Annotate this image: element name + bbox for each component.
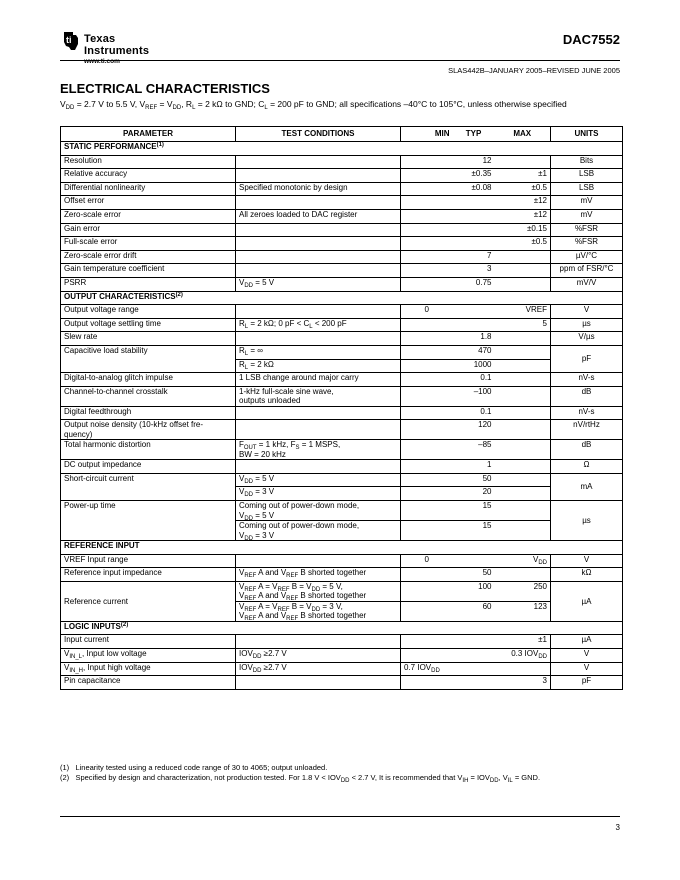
test-condition xyxy=(236,635,401,649)
parameter: Digital-to-analog glitch impulse xyxy=(61,373,236,387)
parameter: Reference input impedance xyxy=(61,568,236,582)
table-row xyxy=(61,332,623,346)
typ-value: 0.75 xyxy=(453,277,495,291)
table-row xyxy=(61,277,623,291)
typ-value: 60 xyxy=(453,601,495,621)
test-condition xyxy=(236,420,401,440)
table-row xyxy=(61,501,623,521)
typ-value xyxy=(453,196,495,210)
min-value xyxy=(401,318,453,332)
test-condition: Coming out of power-down mode, $V_{DD} = 3$ V xyxy=(236,521,401,541)
unit: V xyxy=(551,554,623,568)
typ-value: 15 xyxy=(453,501,495,521)
max-value: ±0.5 xyxy=(495,237,551,251)
table-row xyxy=(61,621,623,635)
max-value xyxy=(495,373,551,387)
test-condition: $V_{REF}$ $A = V_{REF}$ $B = V_{DD} = 3$ V, $V_{REF}$ A and $V_{REF}$ B shorted together xyxy=(236,601,401,621)
min-value xyxy=(401,264,453,278)
min-value xyxy=(401,487,453,501)
max-value xyxy=(495,345,551,359)
col-parameter: PARAMETER xyxy=(61,127,236,142)
test-condition xyxy=(236,155,401,169)
min-value xyxy=(401,277,453,291)
unit: mV/V xyxy=(551,277,623,291)
table-row xyxy=(61,420,623,440)
table-row xyxy=(61,182,623,196)
unit: LSB xyxy=(551,169,623,183)
parameter: PSRR xyxy=(61,277,236,291)
typ-value: 15 xyxy=(453,521,495,541)
table-row xyxy=(61,250,623,264)
table-row xyxy=(61,169,623,183)
unit: mV xyxy=(551,196,623,210)
typ-value: 50 xyxy=(453,473,495,487)
logic-heading: LOGIC INPUTS$^{(2)}$ xyxy=(61,621,623,635)
parameter: Capacitive load stability xyxy=(61,345,236,372)
min-value xyxy=(401,649,453,663)
min-value xyxy=(401,196,453,210)
min-value xyxy=(401,359,453,373)
max-value: 3 xyxy=(495,676,551,690)
section-row xyxy=(61,142,623,156)
test-condition: $V_{REF}$ $A = V_{REF}$ $B = V_{DD} = 5$ V, $V_{REF}$ A and $V_{REF}$ B shorted together xyxy=(236,581,401,601)
parameter: Input current xyxy=(61,635,236,649)
typ-value: 1000 xyxy=(453,359,495,373)
max-value xyxy=(495,568,551,582)
section-title: ELECTRICAL CHARACTERISTICS xyxy=(60,81,270,96)
table-row xyxy=(61,440,623,460)
parameter: Power-up time xyxy=(61,501,236,541)
max-value: VREF xyxy=(495,305,551,319)
max-value xyxy=(495,277,551,291)
max-value: 250 xyxy=(495,581,551,601)
min-value xyxy=(401,223,453,237)
unit: %FSR xyxy=(551,237,623,251)
max-value: ±0.5 xyxy=(495,182,551,196)
footnote-2 xyxy=(60,773,620,783)
test-condition xyxy=(236,460,401,474)
min-value: 0.7 $IOV_{DD}$ xyxy=(401,662,453,676)
col-max: MAX xyxy=(495,127,551,142)
typ-value xyxy=(453,676,495,690)
min-value xyxy=(401,440,453,460)
min-value xyxy=(401,420,453,440)
typ-value: 470 xyxy=(453,345,495,359)
parameter: Differential nonlinearity xyxy=(61,182,236,196)
max-value: ±1 xyxy=(495,635,551,649)
unit: V xyxy=(551,305,623,319)
parameter: $V_{IN\_L}$, Input low voltage xyxy=(61,649,236,663)
min-value: 0 xyxy=(401,554,453,568)
test-condition: $F_{OUT} = 1$ kHz, $F_S = 1$ MSPS, BW = 20 kHz xyxy=(236,440,401,460)
unit: V/µs xyxy=(551,332,623,346)
typ-value: ±0.35 xyxy=(453,169,495,183)
max-value xyxy=(495,264,551,278)
min-value xyxy=(401,155,453,169)
min-value xyxy=(401,473,453,487)
unit: nV-s xyxy=(551,406,623,420)
logo-line2: Instruments xyxy=(84,45,150,57)
max-value xyxy=(495,521,551,541)
max-value: 0.3 $IOV_{DD}$ xyxy=(495,649,551,663)
table-row xyxy=(61,541,623,555)
reference-heading: REFERENCE INPUT xyxy=(61,541,623,555)
test-condition xyxy=(236,223,401,237)
typ-value: 20 xyxy=(453,487,495,501)
typ-value xyxy=(453,662,495,676)
test-condition: Specified monotonic by design xyxy=(236,182,401,196)
table-row xyxy=(61,318,623,332)
test-condition xyxy=(236,250,401,264)
min-value xyxy=(401,501,453,521)
table-row xyxy=(61,237,623,251)
table-row xyxy=(61,473,623,487)
parameter: Zero-scale error drift xyxy=(61,250,236,264)
min-value xyxy=(401,250,453,264)
max-value xyxy=(495,359,551,373)
test-condition xyxy=(236,237,401,251)
parameter: Gain temperature coefficient xyxy=(61,264,236,278)
parameter: VREF Input range xyxy=(61,554,236,568)
table-row xyxy=(61,305,623,319)
table-row xyxy=(61,155,623,169)
unit: V xyxy=(551,649,623,663)
footnote-1 xyxy=(60,763,620,773)
unit: ppm of FSR/°C xyxy=(551,264,623,278)
table-row xyxy=(61,196,623,210)
table-row xyxy=(61,635,623,649)
unit: mA xyxy=(551,473,623,500)
unit: kΩ xyxy=(551,568,623,582)
typ-value xyxy=(453,223,495,237)
parameter: Output voltage range xyxy=(61,305,236,319)
typ-value: 3 xyxy=(453,264,495,278)
unit: dB xyxy=(551,386,623,406)
test-condition: $V_{DD} = 5$ V xyxy=(236,473,401,487)
parameter: Relative accuracy xyxy=(61,169,236,183)
logo-url[interactable]: www.ti.com xyxy=(84,58,120,65)
typ-value xyxy=(453,237,495,251)
min-value xyxy=(401,373,453,387)
test-condition: $R_L = 2$ kΩ; 0 pF < $C_L < 200$ pF xyxy=(236,318,401,332)
output-heading: OUTPUT CHARACTERISTICS$^{(2)}$ xyxy=(61,291,623,305)
min-value xyxy=(401,345,453,359)
test-condition xyxy=(236,264,401,278)
min-value xyxy=(401,581,453,601)
unit: %FSR xyxy=(551,223,623,237)
typ-value: 1 xyxy=(453,460,495,474)
min-value xyxy=(401,521,453,541)
header-rule xyxy=(60,60,620,61)
footnote-1-mark: (1) xyxy=(60,763,70,772)
min-value xyxy=(401,332,453,346)
typ-value xyxy=(453,635,495,649)
test-condition: 1-kHz full-scale sine wave, outputs unloaded xyxy=(236,386,401,406)
table-row xyxy=(61,676,623,690)
max-value xyxy=(495,155,551,169)
table-row xyxy=(61,386,623,406)
table-row xyxy=(61,649,623,663)
typ-value: –85 xyxy=(453,440,495,460)
typ-value: 120 xyxy=(453,420,495,440)
test-condition: 1 LSB change around major carry xyxy=(236,373,401,387)
max-value xyxy=(495,460,551,474)
min-value xyxy=(401,601,453,621)
typ-value: ±0.08 xyxy=(453,182,495,196)
parameter: $V_{IN\_H}$, Input high voltage xyxy=(61,662,236,676)
max-value: 123 xyxy=(495,601,551,621)
unit: mV xyxy=(551,209,623,223)
parameter: Resolution xyxy=(61,155,236,169)
col-min: MIN xyxy=(401,127,453,142)
table-row xyxy=(61,209,623,223)
electrical-characteristics-table xyxy=(60,126,623,690)
table-row xyxy=(61,581,623,601)
typ-value: 100 xyxy=(453,581,495,601)
parameter: Full-scale error xyxy=(61,237,236,251)
test-condition xyxy=(236,332,401,346)
typ-value xyxy=(453,649,495,663)
typ-value xyxy=(453,305,495,319)
col-units: UNITS xyxy=(551,127,623,142)
min-value xyxy=(401,635,453,649)
max-value xyxy=(495,386,551,406)
unit: nV-s xyxy=(551,373,623,387)
unit: pF xyxy=(551,676,623,690)
unit: V xyxy=(551,662,623,676)
unit: µV/°C xyxy=(551,250,623,264)
col-test-conditions: TEST CONDITIONS xyxy=(236,127,401,142)
unit: µs xyxy=(551,501,623,541)
static-heading: STATIC PERFORMANCE xyxy=(64,142,157,151)
typ-value xyxy=(453,318,495,332)
min-value xyxy=(401,568,453,582)
test-condition: All zeroes loaded to DAC register xyxy=(236,209,401,223)
page-number: 3 xyxy=(615,823,620,832)
max-value xyxy=(495,406,551,420)
min-value xyxy=(401,386,453,406)
parameter: Zero-scale error xyxy=(61,209,236,223)
footnotes xyxy=(60,763,620,783)
table-row xyxy=(61,554,623,568)
max-value: $V_{DD}$ xyxy=(495,554,551,568)
typ-value: 1.8 xyxy=(453,332,495,346)
unit: nV/rtHz xyxy=(551,420,623,440)
test-condition: $R_L = 2$ kΩ xyxy=(236,359,401,373)
table-row xyxy=(61,568,623,582)
min-value xyxy=(401,460,453,474)
parameter: Reference current xyxy=(61,581,236,621)
typ-value xyxy=(453,209,495,223)
min-value: 0 xyxy=(401,305,453,319)
footnote-2-text: Specified by design and characterization, not production tested. For 1.8 $V < IOV_{DD} < 2.7$ V, It is recommended that $V_{IH} = IOV_{DD}$, $V_{IL}$ = GND. xyxy=(75,773,541,784)
max-value: ±1 xyxy=(495,169,551,183)
min-value xyxy=(401,169,453,183)
unit: µA xyxy=(551,635,623,649)
test-condition xyxy=(236,169,401,183)
max-value: ±12 xyxy=(495,209,551,223)
test-condition xyxy=(236,554,401,568)
parameter: Slew rate xyxy=(61,332,236,346)
parameter: Gain error xyxy=(61,223,236,237)
table-row xyxy=(61,264,623,278)
test-condition: $R_L$ = ∞ xyxy=(236,345,401,359)
typ-value: 12 xyxy=(453,155,495,169)
test-condition: $IOV_{DD} \ge 2.7$ V xyxy=(236,662,401,676)
unit: pF xyxy=(551,345,623,372)
parameter: Output voltage settling time xyxy=(61,318,236,332)
unit: µA xyxy=(551,581,623,621)
max-value xyxy=(495,662,551,676)
table-row xyxy=(61,406,623,420)
table-row xyxy=(61,662,623,676)
table-row xyxy=(61,460,623,474)
table-row xyxy=(61,291,623,305)
max-value: ±0.15 xyxy=(495,223,551,237)
table-row xyxy=(61,373,623,387)
svg-text:ti: ti xyxy=(66,35,72,45)
unit: µs xyxy=(551,318,623,332)
typ-value: 0.1 xyxy=(453,406,495,420)
ti-logo xyxy=(60,30,180,70)
parameter: Pin capacitance xyxy=(61,676,236,690)
doc-id: SLAS442B–JANUARY 2005–REVISED JUNE 2005 xyxy=(448,66,620,75)
parameter: Channel-to-channel crosstalk xyxy=(61,386,236,406)
test-condition: $V_{DD} = 5$ V xyxy=(236,277,401,291)
min-value xyxy=(401,209,453,223)
header-row xyxy=(61,127,623,142)
parameter: Digital feedthrough xyxy=(61,406,236,420)
test-condition xyxy=(236,676,401,690)
table-row xyxy=(61,345,623,359)
test-condition: $IOV_{DD} \ge 2.7$ V xyxy=(236,649,401,663)
ti-logo-icon xyxy=(60,30,82,52)
max-value: ±12 xyxy=(495,196,551,210)
min-value xyxy=(401,237,453,251)
logo-line1: Texas xyxy=(84,33,116,45)
part-number: DAC7552 xyxy=(562,32,620,47)
parameter: Output noise density (10-kHz offset fre- quency) xyxy=(61,420,236,440)
test-condition: Coming out of power-down mode, $V_{DD} = 5$ V xyxy=(236,501,401,521)
test-condition xyxy=(236,305,401,319)
parameter: Offset error xyxy=(61,196,236,210)
typ-value: –100 xyxy=(453,386,495,406)
max-value xyxy=(495,420,551,440)
max-value xyxy=(495,250,551,264)
max-value: 5 xyxy=(495,318,551,332)
max-value xyxy=(495,332,551,346)
test-condition xyxy=(236,406,401,420)
static-note: (1) xyxy=(156,142,164,148)
typ-value: 50 xyxy=(453,568,495,582)
parameter: Short-circuit current xyxy=(61,473,236,500)
min-value xyxy=(401,182,453,196)
unit: Bits xyxy=(551,155,623,169)
parameter: Total harmonic distortion xyxy=(61,440,236,460)
max-value xyxy=(495,487,551,501)
unit: Ω xyxy=(551,460,623,474)
max-value xyxy=(495,440,551,460)
min-value xyxy=(401,676,453,690)
typ-value: 7 xyxy=(453,250,495,264)
unit: dB xyxy=(551,440,623,460)
footer-rule xyxy=(60,816,620,817)
typ-value: 0.1 xyxy=(453,373,495,387)
max-value xyxy=(495,473,551,487)
unit: LSB xyxy=(551,182,623,196)
typ-value xyxy=(453,554,495,568)
table-row xyxy=(61,223,623,237)
test-condition xyxy=(236,196,401,210)
footnote-2-mark: (2) xyxy=(60,773,70,782)
min-value xyxy=(401,406,453,420)
test-condition: $V_{DD} = 3$ V xyxy=(236,487,401,501)
footnote-1-text: Linearity tested using a reduced code range of 30 to 4065; output unloaded. xyxy=(75,763,328,772)
col-typ: TYP xyxy=(453,127,495,142)
conditions: $V_{DD} = 2.7$ V to 5.5 V, $V_{REF} = V_{DD}$, $R_L = 2$ kΩ to GND; $C_L = 200$ pF to GND; all specifications –40°C to 105°C, unless otherwise specified xyxy=(60,99,567,111)
test-condition: $V_{REF}$ A and $V_{REF}$ B shorted together xyxy=(236,568,401,582)
max-value xyxy=(495,501,551,521)
parameter: DC output impedance xyxy=(61,460,236,474)
